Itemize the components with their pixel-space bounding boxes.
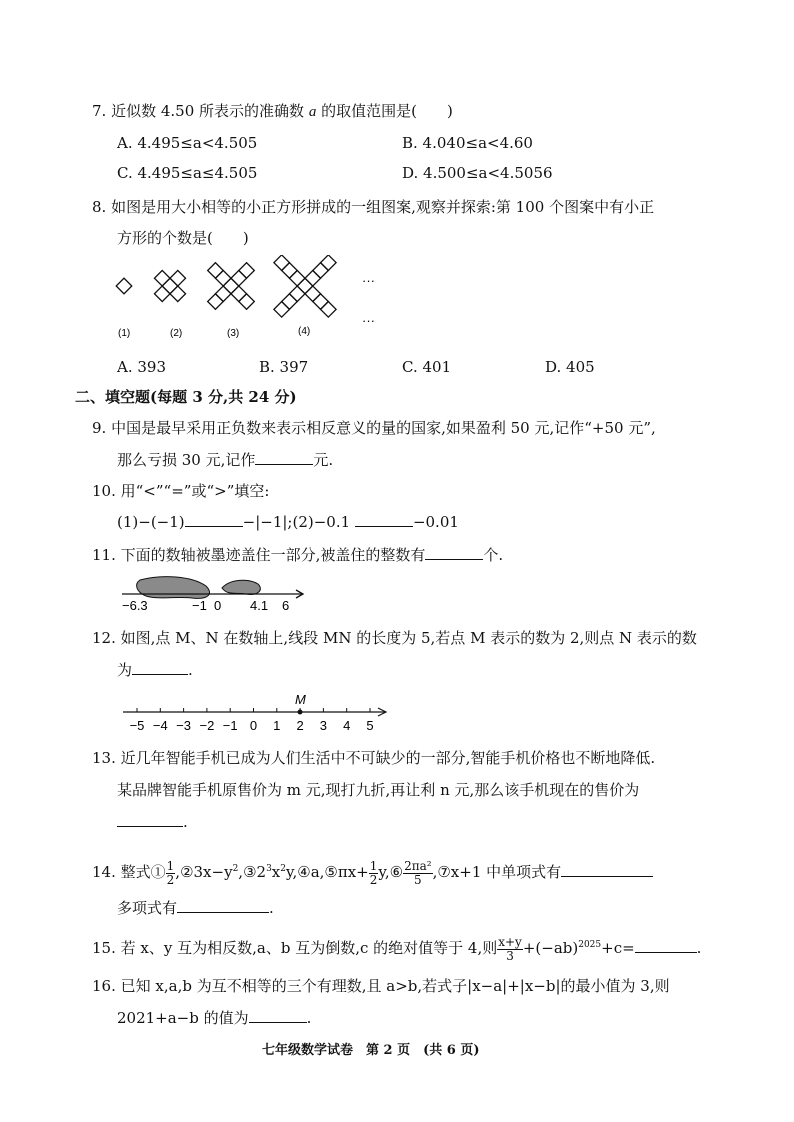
tick-label: −1 bbox=[222, 718, 238, 733]
page-footer: 七年级数学试卷 第 2 页 (共 6 页) bbox=[262, 1043, 480, 1058]
q11-line1: 11. 下面的数轴被墨迹盖住一部分,被盖住的整数有 个. bbox=[92, 546, 504, 564]
q8-figure bbox=[100, 255, 400, 350]
answer-blank[interactable] bbox=[255, 450, 313, 465]
point-m bbox=[298, 710, 303, 715]
fig-ellipsis-2: ··· bbox=[362, 313, 375, 328]
q7-option-d: D. 4.500≤a<4.5056 bbox=[402, 164, 553, 182]
nl-label: 4.1 bbox=[250, 598, 269, 613]
q10-line1: 10. 用“<”“=”或“>”填空: bbox=[92, 482, 270, 500]
small-square bbox=[313, 263, 329, 279]
answer-blank[interactable] bbox=[561, 862, 653, 877]
small-square bbox=[305, 270, 321, 286]
answer-blank[interactable] bbox=[177, 898, 269, 913]
q12-line1: 12. 如图,点 M、N 在数轴上,线段 MN 的长度为 5,若点 M 表示的数为 2,则点 N 表示的数 bbox=[92, 629, 697, 647]
small-square bbox=[321, 255, 337, 270]
answer-blank[interactable] bbox=[355, 512, 413, 527]
tick-label: 4 bbox=[343, 718, 351, 733]
fig-label-2: (2) bbox=[170, 328, 183, 339]
answer-blank[interactable] bbox=[425, 545, 483, 560]
small-square bbox=[313, 294, 329, 310]
q14-line2: 多项式有 . bbox=[117, 899, 274, 917]
nl-label: 0 bbox=[214, 598, 222, 613]
q13-line3: . bbox=[117, 812, 188, 832]
q13-line1: 13. 近几年智能手机已成为人们生活中不可缺少的一部分,智能手机价格也不断地降低. bbox=[92, 749, 656, 767]
q8-line1: 8. 如图是用大小相等的小正方形拼成的一组图案,观察并探索:第 100 个图案中有小正 bbox=[92, 198, 655, 216]
small-square bbox=[297, 278, 313, 294]
q7-option-a: A. 4.495≤a<4.505 bbox=[117, 134, 258, 152]
q16-line2: 2021+a−b 的值为 . bbox=[117, 1009, 312, 1027]
small-square bbox=[305, 286, 321, 302]
small-square bbox=[231, 286, 247, 302]
square-pattern-2 bbox=[147, 263, 194, 310]
small-square bbox=[289, 270, 305, 286]
q8-option-a: A. 393 bbox=[117, 358, 166, 376]
answer-blank[interactable] bbox=[635, 938, 697, 953]
q14-line1: 14. 整式① $\frac{1}{2}$ $,②3x-y^2,③2^3x^2y,④a,⑤\pi x+$ $\frac{1}{2}$ y,⑥ $\frac{\text{2πa²}}{5}$ ,⑦x+1 中单项式有 bbox=[92, 852, 653, 889]
section-title: 二、填空题(每题 3 分,共 24 分) bbox=[75, 388, 297, 406]
q7-option-b: B. 4.040≤a<4.60 bbox=[402, 134, 533, 152]
q13-line2: 某品牌智能手机原售价为 m 元,现打九折,再让利 n 元,那么该手机现在的售价为 bbox=[117, 781, 640, 799]
small-square bbox=[289, 286, 305, 302]
fig-ellipsis-1: ··· bbox=[362, 273, 375, 288]
fig-label-4: (4) bbox=[298, 326, 311, 337]
q10-line2: (1)−(−1) −|−1|;(2)−0.1 −0.01 bbox=[117, 513, 459, 531]
q8-option-b: B. 397 bbox=[259, 358, 309, 376]
answer-blank[interactable] bbox=[249, 1008, 307, 1023]
small-square bbox=[223, 278, 239, 294]
tick-label: −3 bbox=[176, 718, 192, 733]
small-square bbox=[274, 255, 290, 270]
small-square bbox=[215, 286, 231, 302]
small-square bbox=[274, 302, 290, 318]
small-square bbox=[116, 278, 132, 294]
tick-label: 5 bbox=[366, 718, 374, 733]
tick-label: −4 bbox=[152, 718, 168, 733]
small-square bbox=[154, 270, 170, 286]
small-square bbox=[208, 263, 224, 279]
q11-numberline bbox=[110, 572, 310, 614]
q15-line1: 15. 若 x、y 互为相反数,a、b 互为倒数,c 的绝对值等于 4,则 $\frac{x+y}{3}$ $+(-ab)^{2025}+c=$ . bbox=[92, 934, 702, 963]
q16-line1: 16. 已知 x,a,b 为互不相等的三个有理数,且 a>b,若式子|x−a|+|x−b|的最小值为 3,则 bbox=[92, 977, 670, 995]
ink-blot bbox=[137, 577, 210, 599]
tick-label: 1 bbox=[273, 718, 281, 733]
small-square bbox=[231, 270, 247, 286]
q7-option-c: C. 4.495≤a≤4.505 bbox=[117, 164, 258, 182]
small-square bbox=[170, 286, 186, 302]
answer-blank[interactable] bbox=[132, 660, 188, 675]
q8-option-d: D. 405 bbox=[545, 358, 595, 376]
fig-label-3: (3) bbox=[227, 328, 240, 339]
point-m-label: M bbox=[295, 692, 306, 707]
tick-label: 2 bbox=[296, 718, 304, 733]
q12-line2: 为 . bbox=[117, 661, 193, 679]
small-square bbox=[154, 286, 170, 302]
q8-option-c: C. 401 bbox=[402, 358, 452, 376]
small-square bbox=[282, 263, 298, 279]
tick-label: 3 bbox=[319, 718, 328, 733]
small-square bbox=[282, 294, 298, 310]
small-square bbox=[239, 263, 255, 279]
answer-blank[interactable] bbox=[117, 812, 183, 827]
nl-label: −6.3 bbox=[122, 598, 148, 613]
q9-line2: 那么亏损 30 元,记作 元. bbox=[117, 451, 334, 469]
q7-stem: 7. 近似数 4.50 所表示的准确数 a 的取值范围是( ) bbox=[92, 102, 453, 120]
nl-label: 6 bbox=[282, 598, 290, 613]
q9-line1: 9. 中国是最早采用正负数来表示相反意义的量的国家,如果盈利 50 元,记作“+50 元”, bbox=[92, 419, 656, 437]
nl-label: −1 bbox=[192, 598, 207, 613]
tick-label: 0 bbox=[249, 718, 258, 733]
fig-label-1: (1) bbox=[118, 328, 131, 339]
tick-label: −5 bbox=[129, 718, 145, 733]
square-pattern-3 bbox=[192, 255, 270, 325]
q12-numberline bbox=[115, 688, 395, 734]
ink-blot bbox=[222, 580, 260, 594]
q8-line2: 方形的个数是( ) bbox=[117, 229, 249, 247]
small-square bbox=[170, 270, 186, 286]
small-square bbox=[321, 302, 337, 318]
square-pattern-1 bbox=[116, 278, 132, 294]
small-square bbox=[162, 278, 178, 294]
tick-label: −2 bbox=[199, 718, 215, 733]
small-square bbox=[215, 270, 231, 286]
small-square bbox=[208, 294, 224, 310]
answer-blank[interactable] bbox=[185, 512, 243, 527]
small-square bbox=[239, 294, 255, 310]
